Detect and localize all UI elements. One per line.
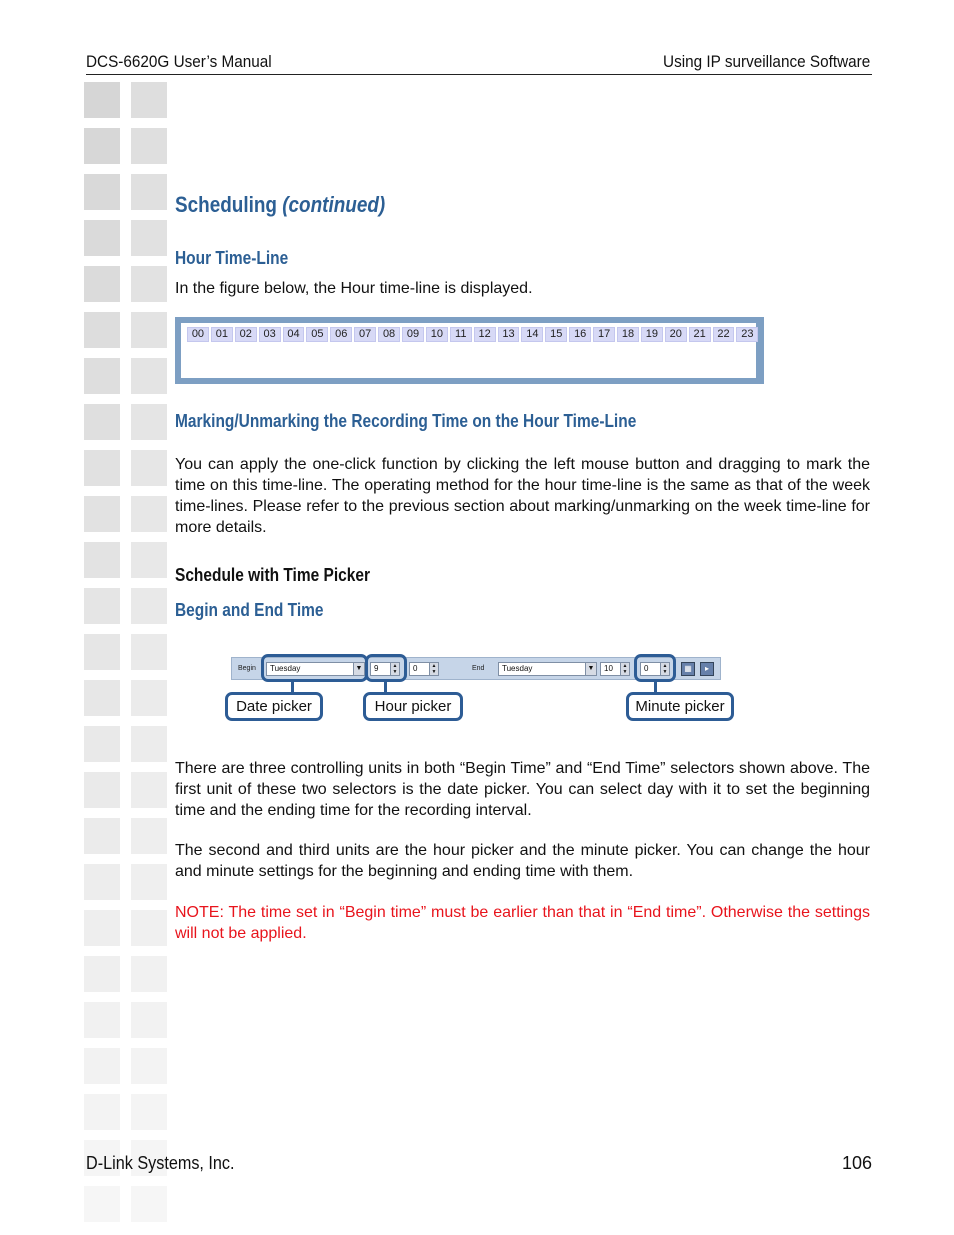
marking-heading: Marking/Unmarking the Recording Time on the Hour Time-Line [175,411,637,431]
minute-picker-highlight [634,654,676,682]
decorative-square [84,128,120,164]
controlling-units-paragraph: There are three controlling units in both “Begin Time” and “End Time” selectors shown above. The first unit of these two selectors is the date picker. You can select day with it to set the beginning time and the ending time for the recording interval. [175,760,870,819]
end-minute-value: 0 [644,664,649,673]
decorative-square [131,956,167,992]
spin-arrows-icon[interactable]: ▲ ▼ [620,663,629,675]
decorative-square [84,864,120,900]
decorative-square [84,1048,120,1084]
hour-cell[interactable]: 20 [665,327,687,342]
hour-cell[interactable]: 15 [545,327,567,342]
hour-timeline-intro: In the figure below, the Hour time-line is displayed. [175,280,533,297]
section-title-text: Scheduling [175,192,277,217]
hour-timeline-heading: Hour Time-Line [175,248,289,268]
hour-cell[interactable]: 09 [402,327,424,342]
decorative-square [131,358,167,394]
decorative-square [131,680,167,716]
decorative-square [131,634,167,670]
begin-label: Begin [238,665,256,672]
decorative-square [84,1094,120,1130]
decorative-square [84,588,120,624]
decorative-square [131,1002,167,1038]
hour-cell[interactable]: 17 [593,327,615,342]
decorative-square [84,772,120,808]
decorative-square [84,358,120,394]
page-number: 106 [841,1153,872,1173]
hour-cell[interactable]: 02 [235,327,257,342]
decorative-square [131,82,167,118]
apply-arrow-icon[interactable]: ▸ [700,662,714,676]
decorative-square [84,634,120,670]
spin-arrows-icon[interactable]: ▲ ▼ [429,663,438,675]
decorative-square [131,818,167,854]
decorative-square [84,82,120,118]
hour-cell[interactable]: 16 [569,327,591,342]
decorative-square [84,956,120,992]
hour-cell[interactable]: 07 [354,327,376,342]
decorative-square [131,220,167,256]
marking-paragraph: You can apply the one-click function by clicking the left mouse button and dragging to mark the time on this time-line. The operating method for the hour time-line is the same as that of the week time-lines. Please refer to the previous section about marking/unmarking on the week time-line for more details. [175,456,870,536]
hour-cell[interactable]: 01 [211,327,233,342]
hour-cell[interactable]: 03 [259,327,281,342]
hour-timeline-cells [187,327,758,342]
hour-picker-highlight [365,654,407,682]
decorative-square [84,910,120,946]
decorative-square [131,588,167,624]
section-title [175,192,385,218]
begin-minute-picker[interactable] [409,662,439,676]
hour-cell[interactable]: 11 [450,327,472,342]
hour-cell[interactable]: 13 [498,327,520,342]
header-section-title: Using IP surveillance Software [662,52,870,71]
hour-cell[interactable]: 12 [474,327,496,342]
decorative-square [84,726,120,762]
decorative-square [84,1002,120,1038]
decorative-square [84,450,120,486]
hour-cell[interactable]: 23 [736,327,758,342]
calendar-icon[interactable]: ▦ [681,662,695,676]
begin-date-value: Tuesday [270,664,301,673]
decorative-square [84,680,120,716]
spin-arrows-icon[interactable]: ▲ ▼ [390,663,399,675]
end-date-picker[interactable] [498,662,597,676]
section-title-suffix: (continued) [282,192,386,217]
hour-cell[interactable]: 19 [641,327,663,342]
decorative-square [84,266,120,302]
decorative-square [84,174,120,210]
decorative-square [131,542,167,578]
decorative-square [84,220,120,256]
decorative-square [131,1186,167,1222]
decorative-square [131,772,167,808]
decorative-square [84,496,120,532]
chevron-down-icon[interactable]: ▼ [353,663,364,675]
decorative-square [84,1186,120,1222]
decorative-square [131,266,167,302]
begin-hour-value: 9 [374,664,379,673]
hour-cell[interactable]: 14 [521,327,543,342]
hour-cell[interactable]: 22 [713,327,735,342]
hour-picker-callout: Hour picker [363,692,463,721]
decorative-square [131,450,167,486]
hour-cell[interactable]: 18 [617,327,639,342]
hour-cell[interactable]: 21 [689,327,711,342]
decorative-square [131,496,167,532]
decorative-square [131,128,167,164]
begin-minute-value: 0 [413,664,418,673]
end-date-value: Tuesday [502,664,533,673]
note-paragraph: NOTE: The time set in “Begin time” must be earlier than that in “End time”. Otherwise the settings will not be applied. [175,904,870,942]
decorative-square [131,174,167,210]
minute-picker-callout: Minute picker [626,692,734,721]
hour-cell[interactable]: 00 [187,327,209,342]
decorative-square [131,726,167,762]
date-picker-highlight [261,654,368,682]
hour-cell[interactable]: 05 [306,327,328,342]
decorative-square [131,1048,167,1084]
chevron-down-icon[interactable]: ▼ [585,663,596,675]
header-manual-title: DCS-6620G User’s Manual [86,52,272,71]
decorative-square [131,910,167,946]
hour-timeline-panel [181,323,756,378]
hour-timeline-figure [175,317,764,384]
hour-minute-paragraph: The second and third units are the hour picker and the minute picker. You can change the hour and minute settings for the beginning and ending time with them. [175,842,870,880]
decorative-square [131,312,167,348]
time-picker-heading: Schedule with Time Picker [175,565,371,585]
decorative-square [84,818,120,854]
begin-end-heading: Begin and End Time [175,600,324,620]
decorative-square [131,1094,167,1130]
header-rule [86,74,872,75]
end-label: End [472,665,485,672]
end-hour-picker[interactable] [600,662,630,676]
decorative-square [131,864,167,900]
hour-cell[interactable]: 08 [378,327,400,342]
decorative-square [84,312,120,348]
decorative-square-column [84,82,170,1235]
decorative-square [84,542,120,578]
decorative-square [131,404,167,440]
hour-cell[interactable]: 10 [426,327,448,342]
date-picker-callout: Date picker [225,692,323,721]
end-hour-value: 10 [604,664,613,673]
footer-company: D-Link Systems, Inc. [86,1153,235,1173]
decorative-square [84,404,120,440]
hour-cell[interactable]: 04 [283,327,305,342]
hour-cell[interactable]: 06 [330,327,352,342]
spin-arrows-icon[interactable]: ▲ ▼ [660,663,669,675]
